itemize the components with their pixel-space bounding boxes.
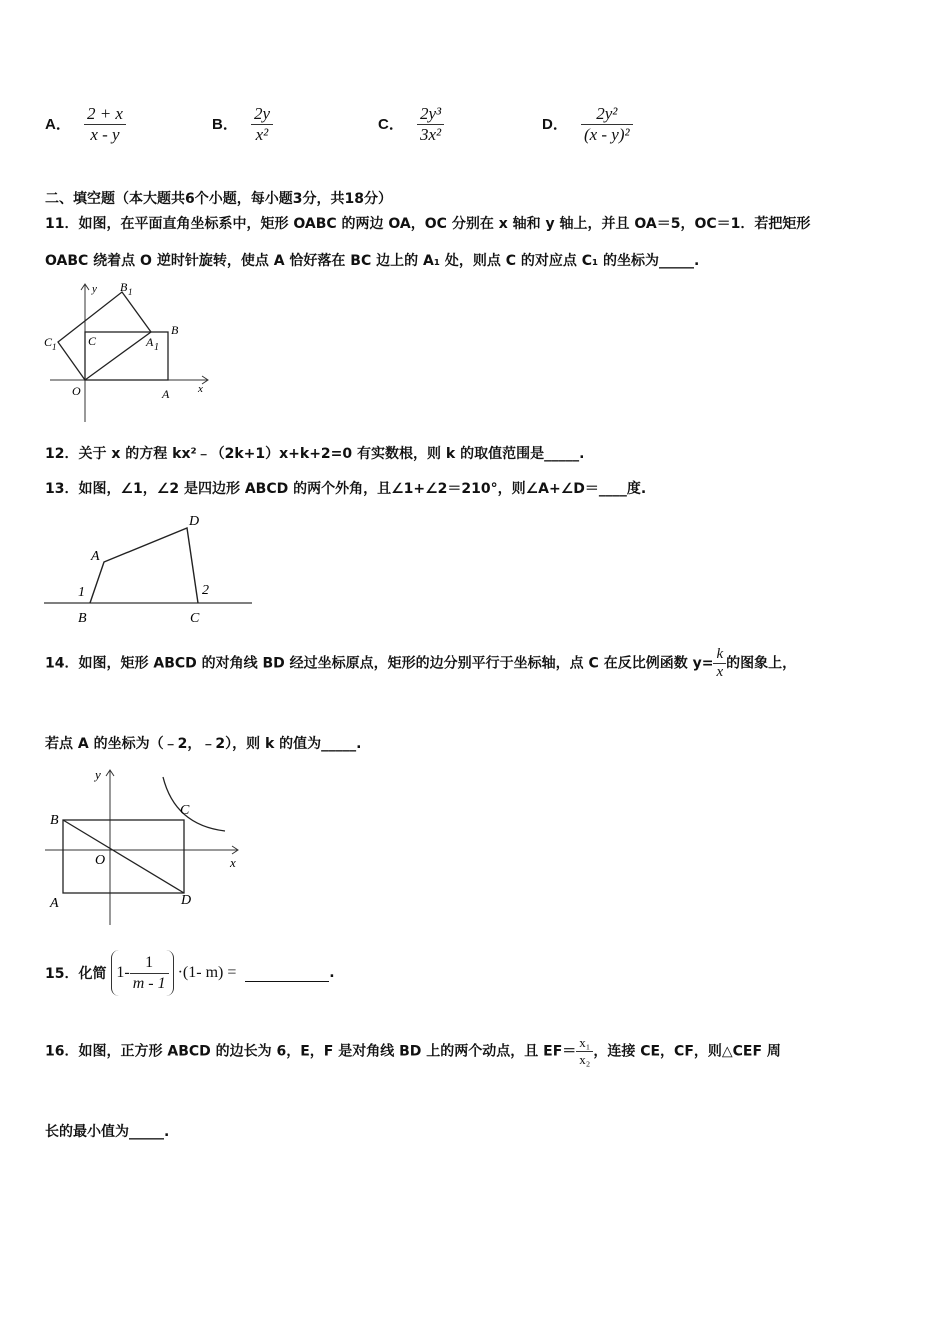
q11-line2: OABC 绕着点 O 逆时针旋转，使点 A 恰好落在 BC 边上的 A₁ 处，则点 C 的对应点 C₁ 的坐标为_____. [45,253,700,269]
q15-line [45,950,335,996]
q14-line2: 若点 A 的坐标为（﹣2，﹣2），则 k 的值为_____. [45,736,362,752]
q14-line1-start: 14．如图，矩形 ABCD 的对角线 BD 经过坐标原点，矩形的边分别平行于坐标轴，点 C 在反比例函数 y= [45,655,714,672]
q14-diagonal-bd [63,820,184,893]
q15-mid: ·(1- m) = [177,964,237,981]
q11-rect-oabc [85,332,168,380]
q11-label-a: A [162,387,170,401]
q14-label-y: y [95,767,101,782]
q14-hyperbola [163,777,225,831]
q11-label-y: y [92,283,97,295]
q15-fraction: $\frac{1}{m - 1}$ [130,953,169,994]
option-c [378,104,444,145]
q14-label-x: x [230,855,236,870]
option-a [45,104,126,145]
q16-line1-start: 16．如图，正方形 ABCD 的边长为 6，E，F 是对角线 BD 上的两个动点，且 EF＝ [45,1043,577,1060]
q16-fraction: $\frac{\text{x₁}}{\text{x₂}}$ [576,1035,593,1068]
option-d [542,104,633,145]
q16-line1 [45,1035,781,1068]
q11-figure [40,280,215,425]
option-b-fraction: $\frac{2y}{\text{x²}}$ [251,104,273,145]
q11-rect-rotated [58,292,151,380]
option-a-fraction: $\frac{2 + x}{x - y}$ [84,104,126,145]
q16-line1-end: ，连接 CE，CF，则△CEF 周 [593,1043,781,1060]
q11-label-a1-sub: 1 [154,342,159,353]
q11-label-b: B [171,323,179,337]
q15-one: 1- [116,964,130,981]
q13-quadrilateral [90,528,198,603]
q13-label-c: C [190,611,200,626]
q15-expression [111,950,236,996]
q13-label-2: 2 [202,583,209,598]
option-b-label: B． [212,116,238,133]
q15-answer-blank[interactable] [245,965,329,982]
q13-text: 13．如图，∠1，∠2 是四边形 ABCD 的两个外角，且∠1+∠2＝210°，则∠A+∠D＝____度. [45,481,647,497]
q14-figure [40,765,250,930]
q11-label-c: C [88,334,97,348]
q16-line2: 长的最小值为_____. [45,1124,170,1140]
q11-label-b1-sub: 1 [128,287,133,297]
q11-label-b1: B [120,280,128,294]
option-a-label: A． [45,116,71,133]
q14-label-o: O [95,853,106,868]
q11-label-x: x [198,383,203,395]
option-d-fraction: $\frac{\text{2y²}}{\text{(x - y)²}}$ [581,104,633,145]
q13-figure [40,508,255,633]
q13-label-a: A [91,549,100,564]
q11-line1: 11．如图，在平面直角坐标系中，矩形 OABC 的两边 OA，OC 分别在 x 轴和 y 轴上，并且 OA＝5，OC＝1．若把矩形 [45,216,811,232]
option-d-label: D． [542,116,568,133]
q14-fraction: $\frac{k}{x}$ [713,646,726,681]
q14-line1 [45,646,796,681]
section-title: 二、填空题（本大题共6个小题，每小题3分，共18分） [45,191,392,207]
q11-label-c1: C [44,335,53,349]
q14-label-a: A [50,896,59,911]
q14-line1-end: 的图象上， [726,655,797,672]
q14-label-b: B [50,813,59,828]
q13-label-d: D [189,514,200,529]
q11-label-c1-sub: 1 [52,342,57,352]
q14-label-d: D [181,893,192,908]
q13-label-b: B [78,611,87,626]
option-c-fraction: $\frac{\text{2y³}}{\text{3x²}}$ [417,104,444,145]
q11-label-o: O [72,384,81,398]
q12-text: 12．关于 x 的方程 kx²﹣（2k+1）x+k+2=0 有实数根，则 k 的取值范围是_____. [45,446,585,462]
option-b [212,104,273,145]
option-c-label: C． [378,116,404,133]
q15-suffix: . [329,965,335,981]
q14-label-c: C [180,803,190,818]
q15-prefix: 15．化简 [45,966,107,982]
q13-label-1: 1 [78,585,85,600]
q11-label-a1: A [146,335,154,349]
